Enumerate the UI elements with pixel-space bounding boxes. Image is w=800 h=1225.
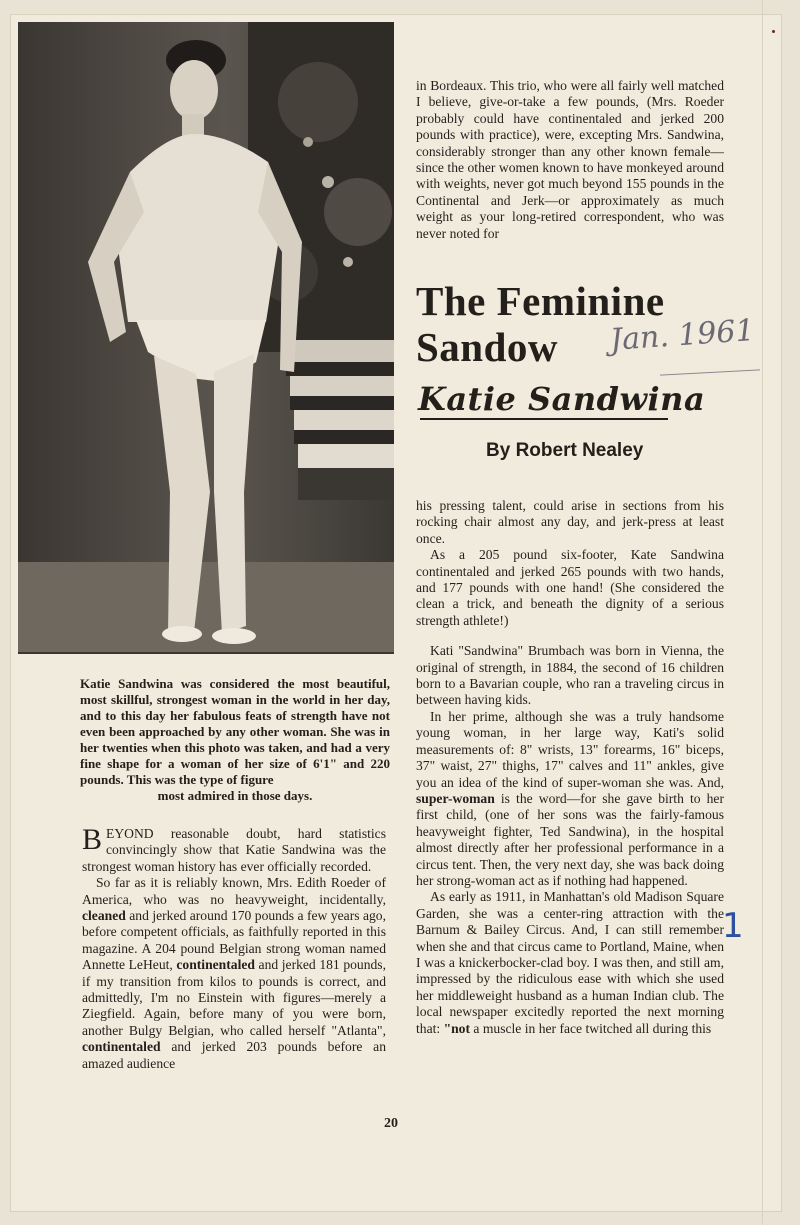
photo-flower [322,176,334,188]
paragraph-gap [416,629,724,643]
paper-crease [762,0,763,1225]
caption-last-line: most admired in those days. [157,788,313,803]
text-run: In her prime, although she was a truly handsome young woman, in her large way, Kati's solid measurements of: 8" wrists, 13" forearms, 16" biceps, 37" waist, 27" thighs, 17" calves and 11" ankles, give you an idea of the kind of super-woman she was. And, [416,708,724,790]
bold-term: "not [443,1020,470,1036]
paragraph [416,889,724,1037]
text-run: is the word—for she gave birth to her first child, (one of her sons was the fairly-famous heavyweight fighter, Ted Sandwina), in the hospital almost directly after her professional performance in a circus tent. Then, the very next day, she was back doing her strong-woman act as if nothing had happened. [416,790,724,888]
bold-term: super-woman [416,790,495,806]
bold-term: continentaled [176,957,255,973]
photo-illustration [18,22,394,652]
paragraph: As a 205 pound six-footer, Kate Sandwina continentaled and jerked 265 pounds with two hands, and 177 pounds with one hand! (She considered the clean a trick, and beneath the dignity of a serious strength athlete!) [416,547,724,628]
text-run: a muscle in her face twitched all during this [470,1020,712,1036]
article-subtitle: Katie Sandwina [418,380,706,418]
paragraph: in Bordeaux. This trio, who were all fairly well matched I believe, give-or-take a few pounds, (Mrs. Roeder probably could have continentaled and jerked 200 pounds with practice), were, excepting Mrs. Sandwina, considerably stronger than any other known female—since the other women known to have monkeyed around with weights, never got much beyond 155 pounds in the Continental and Jerk—or approximately as much weight as your long-retired correspondent, who was never noted for [416,78,724,241]
photo-steps [286,340,394,500]
bold-term: cleaned [82,908,126,924]
paragraph: Kati "Sandwina" Brumbach was born in Vienna, the original of strength, in 1884, the second of 16 children born to a Bavarian couple, who ran a traveling circus in between having kids. [416,643,724,708]
text-run: and jerked 181 pounds, if my transition from kilos to pounds is correct, and admittedly, I'm no Einstein with figures—merely a Ziegfield. Again, before many of you were born, another Bulgy Belgian, who called herself "Atlanta", [82,957,386,1038]
caption-text: Katie Sandwina was considered the most beautiful, most skillful, strongest woman in the world in her day, and to this day her fabulous feats of strength have not even been approached by any other woman. She was in her twenties when this photo was taken, and had a very fine shape for a woman of her size of 6'1" and 220 pounds. This was the type of figure [80,676,390,787]
text-run: So far as it is reliably known, Mrs. Edith Roeder of America, who was no heavyweight, incidentally, [82,875,386,907]
paragraph [416,709,724,889]
title-line-2: Sandow [416,324,559,370]
handwritten-date: Jan. 1961 [608,312,756,359]
opening-paragraph [82,823,386,875]
photo-foliage-clump [324,178,392,246]
right-column-text [416,498,724,1037]
right-column-top-text [416,78,724,242]
drop-cap: B [82,823,103,856]
paragraph [82,875,386,1072]
byline: By Robert Nealey [486,440,644,461]
paragraph: his pressing talent, could arise in sections from his rocking chair almost any day, and jerk-press at least once. [416,498,724,546]
handwritten-mark: 1 [722,906,744,946]
bold-term: continentaled [82,1039,161,1055]
photo-foliage-clump [278,62,358,142]
photo-floor [18,562,394,652]
text-run: As early as 1911, in Manhattan's old Madison Square Garden, she was a center-ring attraction with the Barnum & Bailey Circus. And, I can still remember when she and that circus came to Portland, Maine, when I was a knickerbocker-clad boy. I was then, and still am, impressed by the ridiculous ease with which she used her middleweight husband as a human Indian club. The local newspaper excitedly reported the next morning that: [416,889,724,1036]
paper-spot [772,30,775,33]
photo-flower [343,257,353,267]
photo-caption [80,676,390,804]
photo-flower [303,137,313,147]
opening-text: EYOND reasonable doubt, hard statistics convincingly show that Katie Sandwina was the strongest woman history has ever officially recorded. [82,826,386,874]
text-run: and jerked around 170 pounds a few years ago, before competent officials, as faithfully reported in this magazine. A 204 pound Belgian strong woman named Annette LeHeut, [82,908,386,973]
page-number: 20 [384,1116,398,1131]
left-column-text [82,823,386,1072]
text-run: and jerked 203 pounds before an amazed audience [82,1039,386,1071]
subtitle-underline [420,418,668,420]
photo-bottom-edge [18,652,394,654]
title-line-1: The Feminine [416,278,665,324]
photograph [18,22,394,652]
